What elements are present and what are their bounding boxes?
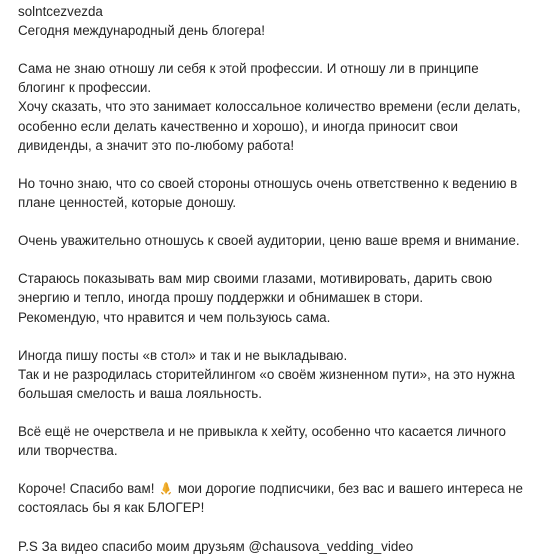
caption-paragraph-6 (18, 346, 526, 403)
caption-paragraph-2 (18, 59, 526, 154)
caption-line: Рекомендую, что нравится и чем пользуюсь сама. (18, 309, 331, 325)
thanks-text-start: Короче! Спасибо вам! (18, 481, 155, 497)
caption-paragraph-thanks (18, 479, 526, 517)
caption-paragraph-7 (18, 422, 526, 460)
caption-paragraph-1 (18, 21, 526, 40)
folded-hands-icon (159, 481, 173, 495)
caption-paragraph-ps (18, 537, 526, 556)
caption-line: Очень уважительно отношусь к своей аудитории, ценю ваше время и внимание. (18, 233, 520, 249)
caption-line: Всё ещё не очерствела и не привыкла к хейту, особенно что касается личного или творчества. (18, 424, 506, 459)
post-author-username[interactable]: solntcezvezda (18, 4, 103, 19)
caption-line: Иногда пишу посты «в стол» и так и не выкладываю. (18, 347, 348, 363)
ps-text: P.S За видео спасибо моим друзьям (18, 538, 245, 554)
thanks-text-end: мои дорогие подписчики, без вас и вашего интереса не состоялась бы я как БЛОГЕР! (18, 481, 523, 516)
caption-paragraph-5 (18, 269, 526, 326)
caption-line: Сама не знаю отношу ли себя к этой профессии. И отношу ли в принципе блогинг к профессии. (18, 61, 479, 96)
caption-line: Но точно знаю, что со своей стороны отношусь очень ответственно к ведению в плане ценностей, которые доношу. (18, 175, 518, 210)
caption-line: Сегодня международный день блогера! (18, 23, 265, 39)
caption-line: Так и не разродилась сторитейлингом «о своём жизненном пути», на это нужна большая смелость и ваша лояльность. (18, 366, 515, 401)
caption-paragraph-3 (18, 174, 526, 212)
caption-line: Хочу сказать, что это занимает колоссальное количество времени (если делать, особенно если делать качественно и хорошо), и иногда приносит свои дивиденды, а значит это по-любому работа! (18, 99, 521, 153)
post-caption (18, 21, 526, 556)
caption-paragraph-4 (18, 231, 526, 250)
mention-link[interactable]: @chausova_vedding_video (248, 538, 414, 554)
caption-line: Стараюсь показывать вам мир своими глазами, мотивировать, дарить свою энергию и тепло, иногда прошу поддержки и обнимашек в стори. (18, 271, 493, 306)
